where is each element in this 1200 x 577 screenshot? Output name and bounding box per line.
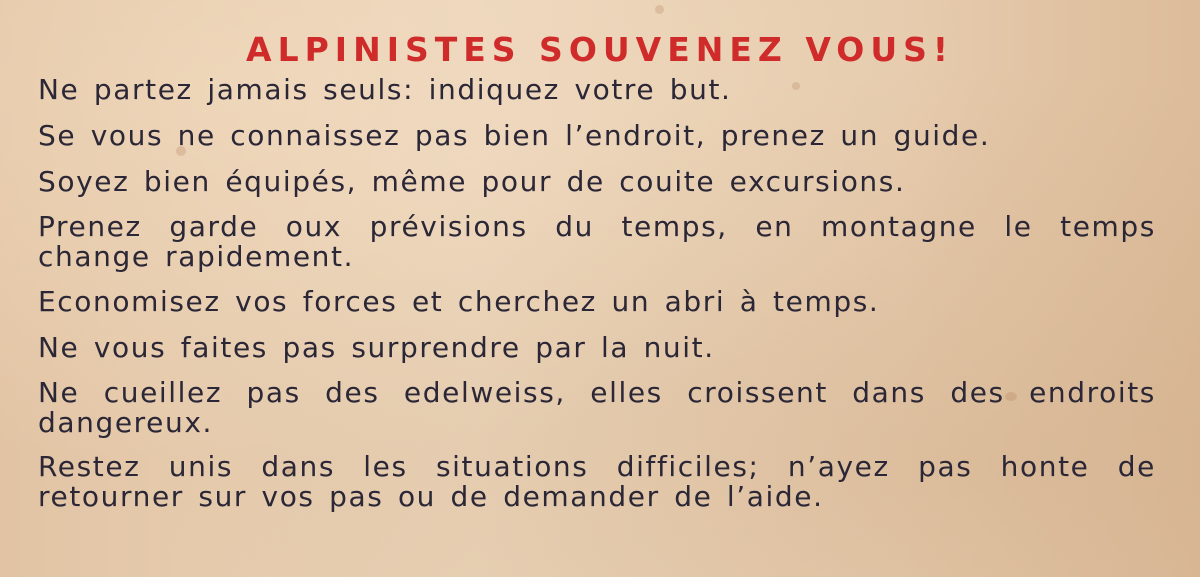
poster-title: ALPINISTES SOUVENEZ VOUS! — [246, 30, 954, 69]
rule-item: Ne vous faites pas surprendre par la nuit. — [38, 331, 715, 364]
rule-item: Ne partez jamais seuls: indiquez votre but. — [38, 73, 732, 106]
rule-item: Economisez vos forces et cherchez un abri à temps. — [38, 285, 880, 318]
paper-stain — [655, 5, 664, 14]
rule-item: Se vous ne connaissez pas bien l’endroit, prenez un guide. — [38, 119, 991, 152]
rule-item: Ne cueillez pas des edelweiss, elles croissent dans des endroits dangereux. — [38, 376, 1156, 439]
rule-item: Prenez garde oux prévisions du temps, en montagne le temps change rapidement. — [38, 210, 1156, 273]
rule-item: Soyez bien équipés, même pour de couite excursions. — [38, 165, 906, 198]
rules-list — [38, 74, 1156, 526]
rule-item: Restez unis dans les situations difficiles; n’ayez pas honte de retourner sur vos pas ou de demander de l’aide. — [38, 450, 1156, 513]
